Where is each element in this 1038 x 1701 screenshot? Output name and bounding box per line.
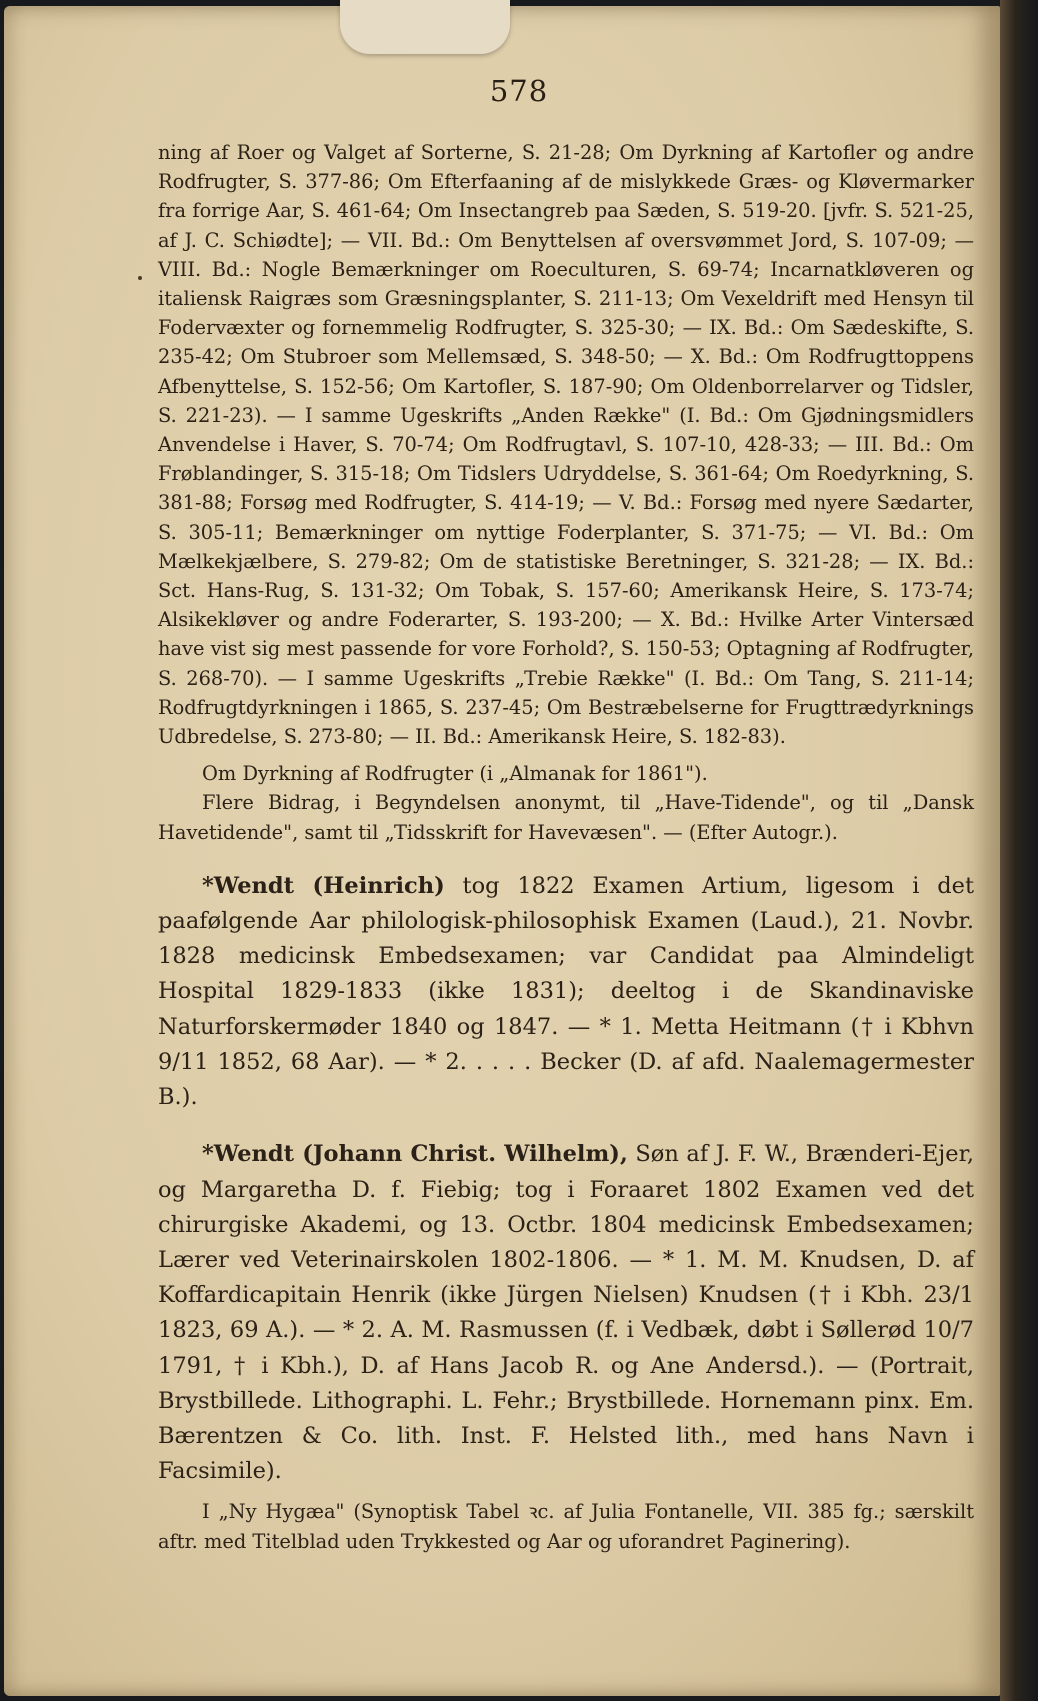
entry-johann [158, 1137, 974, 1489]
margin-mark [138, 276, 142, 280]
paragraph-continued: ning af Roer og Valget af Sorterne, S. 21-28; Om Dyrkning af Kartofler og andre Rodfrugter, S. 377-86; Om Efterfaaning af de mislykkede Græs- og Kløvermarker fra forrige Aar, S. 461-64; Om Insectangreb paa Sæden, S. 519-20. [jvfr. S. 521-25, af J. C. Schiødte]; — VII. Bd.: Om Benyttelsen af oversvømmet Jord, S. 107-09; — VIII. Bd.: Nogle Bemærkninger om Roeculturen, S. 69-74; Incarnatkløveren og italiensk Raigræs som Græsningsplanter, S. 211-13; Om Vexeldrift med Hensyn til Fodervæxter og fornemmelig Rodfrugter, S. 325-30; — IX. Bd.: Om Sædeskifte, S. 235-42; Om Stubroer som Mellemsæd, S. 348-50; — X. Bd.: Om Rodfrugttoppens Afbenyttelse, S. 152-56; Om Kartofler, S. 187-90; Om Oldenborrelarver og Tidsler, S. 221-23). — I samme Ugeskrifts „Anden Række" (I. Bd.: Om Gjødningsmidlers Anvendelse i Haver, S. 70-74; Om Rodfrugtavl, S. 107-10, 428-33; — III. Bd.: Om Frøblandinger, S. 315-18; Om Tidslers Udryddelse, S. 361-64; Om Roedyrkning, S. 381-88; Forsøg med Rodfrugter, S. 414-19; — V. Bd.: Forsøg med nyere Sædarter, S. 305-11; Bemærkninger om nyttige Foderplanter, S. 371-75; — VI. Bd.: Om Mælkekjælbere, S. 279-82; Om de statistiske Beretninger, S. 321-28; — IX. Bd.: Sct. Hans-Rug, S. 131-32; Om Tobak, S. 157-60; Amerikansk Heire, S. 173-74; Alsikekløver og andre Foderarter, S. 193-200; — X. Bd.: Hvilke Arter Vintersæd have vist sig mest passende for vore Forhold?, S. 150-53; Optagning af Rodfrugter, S. 268-70). — I samme Ugeskrifts „Trebie Række" (I. Bd.: Om Tang, S. 211-14; Rodfrugtdyrkningen i 1865, S. 237-45; Om Bestræbelserne for Frugttrædyrknings Udbredelse, S. 273-80; — II. Bd.: Amerikansk Heire, S. 182-83). [158, 141, 974, 749]
entry-johann-text: Søn af J. F. W., Brænderi-Ejer, og Margaretha D. f. Fiebig; tog i Foraaret 1802 Examen ved det chirurgiske Akademi, og 13. Octbr. 1804 medicinsk Embedsexamen; Lærer ved Veterinairskolen 1802-1806. — * 1. M. M. Knudsen, D. af Koffardicapitain Henrik (ikke Jürgen Nielsen) Knudsen († i Kbh. 23/1 1823, 69 A.). — * 2. A. M. Rasmussen (f. i Vedbæk, døbt i Søllerød 10/7 1791, † i Kbh.), D. af Hans Jacob R. og Ane Andersd.). — (Portrait, Brystbillede. Lithographi. L. Fehr.; Brystbillede. Hornemann pinx. Em. Bærentzen & Co. lith. Inst. F. Helsted lith., med hans Navn i Facsimile). [158, 1141, 974, 1485]
entry-heinrich-text: tog 1822 Examen Artium, ligesom i det paafølgende Aar philologisk-philosophisk Examen (Laud.), 21. Novbr. 1828 medicinsk Embedsexamen; var Candidat paa Almindeligt Hospital 1829-1833 (ikke 1831); deeltog i de Skandinaviske Naturforskermøder 1840 og 1847. — * 1. Metta Heitmann († i Kbhvn 9/11 1852, 68 Aar). — * 2. . . . . Becker (D. af afd. Naalemagermester B.). [158, 872, 974, 1111]
entry-heinrich [158, 869, 974, 1115]
paragraph-almanak: Om Dyrkning af Rodfrugter (i „Almanak for 1861"). [202, 762, 708, 786]
book-binding [1000, 0, 1038, 1701]
page-number: 578 [489, 74, 549, 108]
entry-johann-name: *Wendt (Johann Christ. Wilhelm), [202, 1141, 628, 1168]
body-text [158, 138, 974, 1556]
paragraph-bidrag: Flere Bidrag, i Begyndelsen anonymt, til „Have-Tidende", og til „Dansk Havetidende", samt til „Tidsskrift for Havevæsen". — (Efter Autogr.). [158, 791, 974, 844]
entry-heinrich-name: *Wendt (Heinrich) [202, 872, 445, 899]
page-tab [340, 0, 510, 54]
paragraph-hygaea: I „Ny Hygæa" (Synoptisk Tabel ꝛc. af Julia Fontanelle, VII. 385 fg.; særskilt aftr. med Titelblad uden Trykkested og Aar og uforandret Paginering). [158, 1500, 974, 1553]
